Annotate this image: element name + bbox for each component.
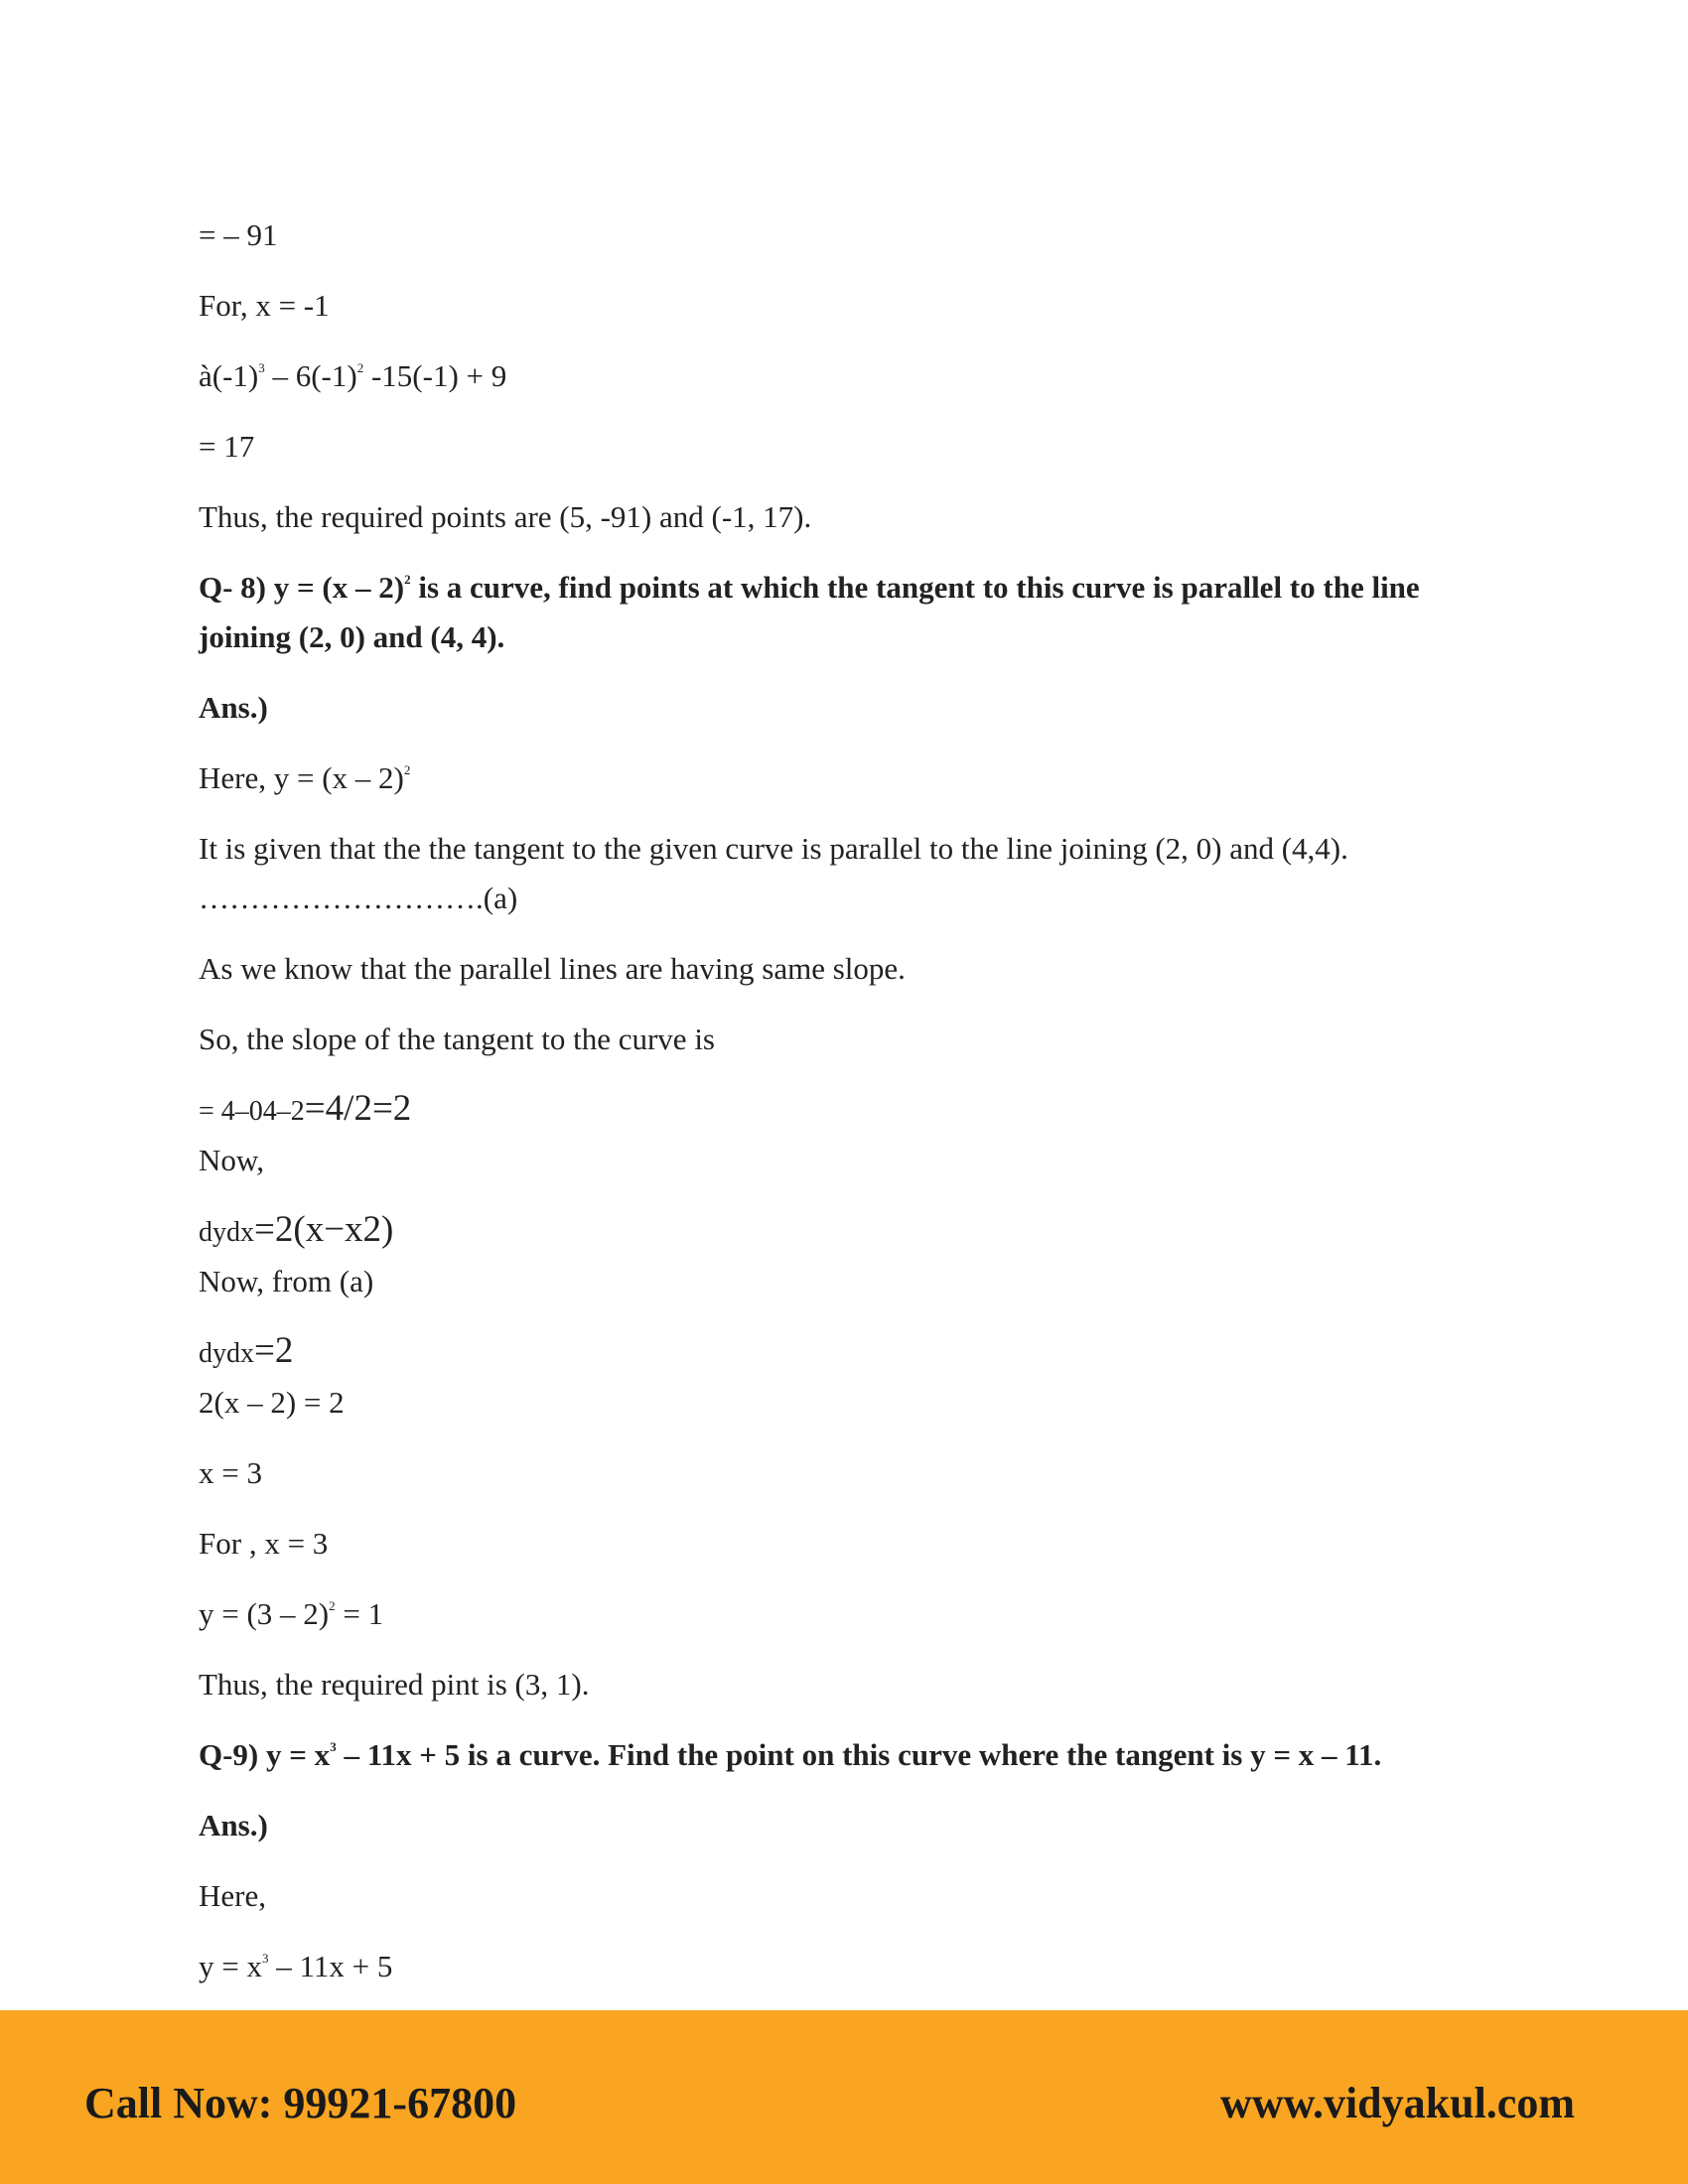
question-8 [199, 563, 1509, 662]
text-line [199, 1136, 1509, 1185]
text: = 1 [335, 1596, 384, 1631]
text: For, x = -1 [199, 288, 330, 323]
text: = – 91 [199, 217, 278, 252]
equation-line [199, 1448, 1509, 1498]
text-line [199, 1871, 1509, 1921]
text: Ans.) [199, 1808, 268, 1843]
math-text: = 4–04–2 [199, 1096, 305, 1127]
footer-banner [0, 2010, 1688, 2184]
text: Thus, the required pint is (3, 1). [199, 1667, 590, 1702]
text: Here, y = (x – 2) [199, 760, 404, 795]
text: Thus, the required points are (5, -91) and (-1, 17). [199, 499, 812, 534]
text: ……………………….(a) [199, 881, 518, 915]
math-text: dydx [199, 1338, 254, 1369]
text-line [199, 1257, 1509, 1306]
answer-label [199, 683, 1509, 733]
text: Q-9) y = x [199, 1737, 331, 1772]
superscript: 2 [403, 761, 411, 777]
text: Ans.) [199, 690, 268, 725]
superscript: 3 [330, 1738, 337, 1754]
text-line [199, 1015, 1509, 1064]
equation-line [199, 1589, 1509, 1639]
superscript: 3 [261, 1950, 269, 1966]
superscript: 2 [404, 571, 411, 587]
text: à(-1) [199, 358, 259, 393]
text-line [199, 1519, 1509, 1569]
text: 2(x – 2) = 2 [199, 1385, 345, 1420]
text: For , x = 3 [199, 1526, 329, 1561]
text: = 17 [199, 429, 255, 464]
text: Now, from (a) [199, 1264, 374, 1298]
text: Q- 8) y = (x – 2) [199, 570, 405, 605]
call-now-text: Call Now: 99921-67800 [84, 2079, 517, 2127]
math-text: =4/2=2 [304, 1088, 412, 1129]
text: – 11x + 5 is a curve. Find the point on this curve where the tangent is y = x – 11. [336, 1737, 1382, 1772]
conclusion-line [199, 492, 1509, 542]
text: y = (3 – 2) [199, 1596, 330, 1631]
result-line [199, 210, 1509, 260]
result-line [199, 422, 1509, 472]
equation-line [199, 1942, 1509, 1991]
text: – 11x + 5 [268, 1949, 393, 1983]
answer-label [199, 1801, 1509, 1850]
text: So, the slope of the tangent to the curve is [199, 1022, 715, 1056]
derivative-equation [199, 1206, 1509, 1257]
superscript: 3 [258, 359, 265, 375]
conclusion-line [199, 1660, 1509, 1709]
text: -15(-1) + 9 [363, 358, 507, 393]
slope-equation [199, 1085, 1509, 1136]
text: Here, [199, 1878, 266, 1913]
text: y = x [199, 1949, 262, 1983]
text: Now, [199, 1143, 265, 1177]
equation-line [199, 351, 1509, 401]
math-text: dydx [199, 1217, 254, 1248]
text: It is given that the the tangent to the given curve is parallel to the line joining (2, 0) and (4,4). [199, 831, 1348, 866]
text-line [199, 944, 1509, 994]
text-line [199, 753, 1509, 803]
math-text: =2(x−x2) [254, 1209, 394, 1250]
superscript: 2 [329, 1597, 336, 1613]
document-body [199, 210, 1509, 2012]
derivative-equation [199, 1327, 1509, 1378]
text-line [199, 281, 1509, 331]
text: x = 3 [199, 1455, 262, 1490]
text: – 6(-1) [264, 358, 357, 393]
given-statement [199, 824, 1509, 923]
website-link[interactable]: www.vidyakul.com [1220, 2079, 1575, 2127]
question-9 [199, 1730, 1509, 1780]
superscript: 2 [356, 359, 364, 375]
math-text: =2 [254, 1330, 294, 1371]
equation-line [199, 1378, 1509, 1428]
text: As we know that the parallel lines are having same slope. [199, 951, 906, 986]
text: is a curve, find points at which the tangent to this curve is parallel to the line joining (2, 0) and (4, 4). [199, 570, 1420, 654]
